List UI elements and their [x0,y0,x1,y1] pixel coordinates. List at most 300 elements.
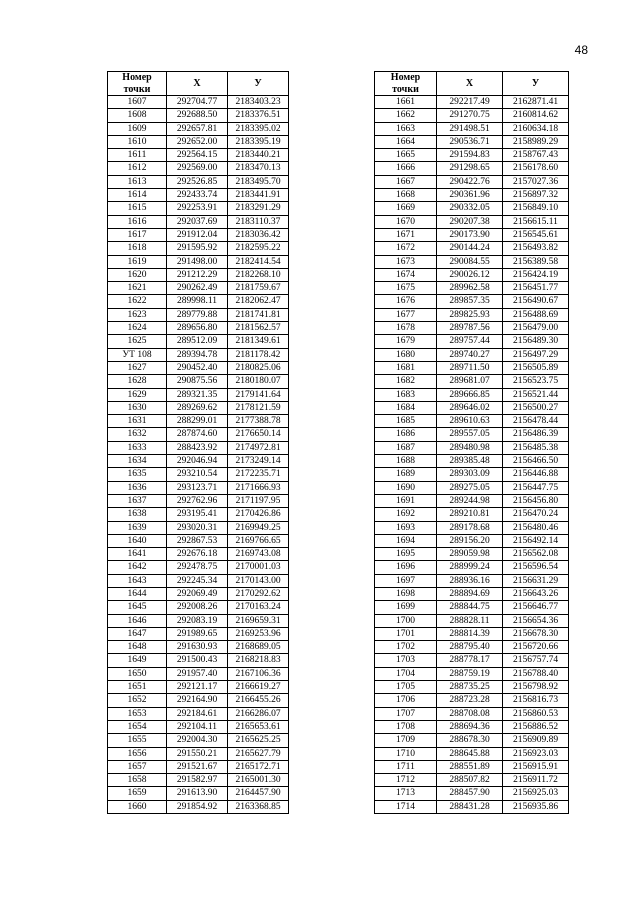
cell-point-number: 1713 [375,787,437,800]
table-row [108,534,289,547]
cell-y: 2156521.44 [503,388,569,401]
cell-point-number: 1620 [108,268,167,281]
cell-point-number: 1637 [108,494,167,507]
cell-x: 289711.50 [437,361,503,374]
cell-y: 2156479.00 [503,322,569,335]
cell-x: 288735.25 [437,681,503,694]
cell-y: 2156596.54 [503,561,569,574]
cell-y: 2171666.93 [228,481,289,494]
cell-y: 2156915.91 [503,760,569,773]
table-row [375,720,569,733]
header-y: У [503,72,569,96]
table-row [375,322,569,335]
header-point-number [375,72,437,96]
cell-point-number: 1656 [108,747,167,760]
cell-x: 289857.35 [437,295,503,308]
cell-point-number: 1698 [375,587,437,600]
cell-x: 292184.61 [167,707,228,720]
cell-x: 289275.05 [437,481,503,494]
cell-y: 2156492.14 [503,534,569,547]
cell-y: 2183395.02 [228,122,289,135]
cell-x: 291613.90 [167,787,228,800]
cell-x: 289321.35 [167,388,228,401]
cell-x: 292217.49 [437,96,503,109]
table-row [375,109,569,122]
cell-point-number: 1689 [375,468,437,481]
table-row [375,415,569,428]
table-row [375,508,569,521]
cell-x: 291594.83 [437,149,503,162]
cell-point-number: 1708 [375,720,437,733]
cell-y: 2156615.11 [503,215,569,228]
cell-y: 2169949.25 [228,521,289,534]
cell-x: 289244.98 [437,494,503,507]
cell-point-number: 1684 [375,401,437,414]
table-row [108,681,289,694]
table-row [375,787,569,800]
cell-y: 2160814.62 [503,109,569,122]
table-row [375,614,569,627]
cell-point-number: 1710 [375,747,437,760]
cell-y: 2156493.82 [503,242,569,255]
cell-y: 2180825.06 [228,361,289,374]
table-row [375,494,569,507]
cell-y: 2158767.43 [503,149,569,162]
cell-y: 2182268.10 [228,268,289,281]
cell-point-number: 1699 [375,601,437,614]
cell-y: 2156451.77 [503,282,569,295]
cell-point-number: 1676 [375,295,437,308]
cell-x: 289156.20 [437,534,503,547]
cell-y: 2156646.77 [503,601,569,614]
table-row [108,760,289,773]
cell-x: 289059.98 [437,548,503,561]
cell-point-number: 1662 [375,109,437,122]
table-row [108,641,289,654]
cell-y: 2165172.71 [228,760,289,773]
table-row [108,800,289,813]
table-row [375,627,569,640]
cell-x: 290173.90 [437,228,503,241]
cell-y: 2183403.23 [228,96,289,109]
cell-x: 289666.85 [437,388,503,401]
cell-x: 289656.80 [167,322,228,335]
table-row [375,361,569,374]
table-row [375,667,569,680]
cell-x: 289557.05 [437,428,503,441]
table-row [108,322,289,335]
cell-point-number: 1618 [108,242,167,255]
cell-y: 2156480.46 [503,521,569,534]
table-row [108,707,289,720]
cell-x: 288299.01 [167,415,228,428]
cell-x: 292657.81 [167,122,228,135]
cell-point-number: 1688 [375,455,437,468]
cell-point-number: 1611 [108,149,167,162]
cell-y: 2181759.67 [228,282,289,295]
cell-y: 2156470.24 [503,508,569,521]
cell-x: 289512.09 [167,335,228,348]
cell-point-number: 1714 [375,800,437,813]
header-x: X [167,72,228,96]
cell-x: 288936.16 [437,574,503,587]
table-row [375,800,569,813]
table-row [108,627,289,640]
cell-x: 291989.65 [167,627,228,640]
table-row [375,760,569,773]
table-row [375,601,569,614]
cell-point-number: 1707 [375,707,437,720]
cell-x: 293210.54 [167,468,228,481]
cell-y: 2181562.57 [228,322,289,335]
cell-point-number: 1671 [375,228,437,241]
table-row [108,388,289,401]
cell-point-number: 1617 [108,228,167,241]
cell-y: 2156923.03 [503,747,569,760]
cell-x: 290207.38 [437,215,503,228]
table-row [375,348,569,361]
cell-point-number: 1648 [108,641,167,654]
cell-y: 2156720.66 [503,641,569,654]
cell-x: 288894.69 [437,587,503,600]
table-row [108,654,289,667]
table-row [375,654,569,667]
cell-y: 2166619.27 [228,681,289,694]
cell-x: 288778.17 [437,654,503,667]
cell-point-number: 1697 [375,574,437,587]
cell-point-number: 1625 [108,335,167,348]
table-row [108,109,289,122]
table-row [108,401,289,414]
header-x: X [437,72,503,96]
cell-point-number: 1643 [108,574,167,587]
table-row [108,734,289,747]
cell-x: 290084.55 [437,255,503,268]
cell-x: 288678.30 [437,734,503,747]
cell-x: 292253.91 [167,202,228,215]
cell-y: 2181741.81 [228,308,289,321]
cell-y: 2156909.89 [503,734,569,747]
table-row [375,135,569,148]
cell-x: 289269.62 [167,401,228,414]
cell-x: 288844.75 [437,601,503,614]
cell-y: 2183395.19 [228,135,289,148]
cell-y: 2183495.70 [228,175,289,188]
cell-point-number: 1655 [108,734,167,747]
cell-x: 289178.68 [437,521,503,534]
cell-y: 2183376.51 [228,109,289,122]
cell-y: 2180180.07 [228,375,289,388]
cell-x: 291498.00 [167,255,228,268]
cell-point-number: 1619 [108,255,167,268]
cell-x: 289480.98 [437,441,503,454]
cell-y: 2163368.85 [228,800,289,813]
table-row [108,521,289,534]
cell-x: 289646.02 [437,401,503,414]
cell-x: 292037.69 [167,215,228,228]
cell-x: 291854.92 [167,800,228,813]
cell-y: 2182062.47 [228,295,289,308]
table-row [375,468,569,481]
cell-y: 2156631.29 [503,574,569,587]
cell-y: 2156447.75 [503,481,569,494]
table-row [108,468,289,481]
cell-point-number: 1632 [108,428,167,441]
cell-y: 2173249.14 [228,455,289,468]
cell-y: 2166455.26 [228,694,289,707]
cell-point-number: 1683 [375,388,437,401]
cell-x: 292762.96 [167,494,228,507]
cell-y: 2170426.86 [228,508,289,521]
cell-y: 2156505.89 [503,361,569,374]
cell-x: 288457.90 [437,787,503,800]
table-row [375,707,569,720]
cell-x: 288828.11 [437,614,503,627]
cell-point-number: 1706 [375,694,437,707]
cell-point-number: 1703 [375,654,437,667]
cell-x: 292704.77 [167,96,228,109]
cell-point-number: 1680 [375,348,437,361]
header-point-line1: Номер [122,72,152,83]
cell-y: 2165627.79 [228,747,289,760]
cell-point-number: 1705 [375,681,437,694]
cell-point-number: 1659 [108,787,167,800]
table-row [108,149,289,162]
table-row [108,561,289,574]
cell-point-number: 1644 [108,587,167,600]
cell-y: 2156562.08 [503,548,569,561]
cell-x: 292083.19 [167,614,228,627]
cell-x: 291957.40 [167,667,228,680]
cell-point-number: 1641 [108,548,167,561]
table-row [108,175,289,188]
cell-point-number: 1612 [108,162,167,175]
cell-point-number: 1682 [375,375,437,388]
header-point-line2: точки [123,83,151,95]
table-row [375,574,569,587]
cell-point-number: 1691 [375,494,437,507]
cell-y: 2156911.72 [503,774,569,787]
cell-point-number: 1674 [375,268,437,281]
cell-point-number: 1610 [108,135,167,148]
cell-point-number: 1690 [375,481,437,494]
table-row [108,574,289,587]
cell-point-number: 1622 [108,295,167,308]
cell-point-number: 1693 [375,521,437,534]
cell-x: 292121.17 [167,681,228,694]
cell-point-number: 1664 [375,135,437,148]
table-row [375,534,569,547]
cell-y: 2168218.83 [228,654,289,667]
cell-y: 2170292.62 [228,587,289,600]
table-row [375,694,569,707]
cell-x: 289779.88 [167,308,228,321]
table-row [108,720,289,733]
cell-x: 290875.56 [167,375,228,388]
cell-point-number: 1623 [108,308,167,321]
cell-point-number: 1677 [375,308,437,321]
table-row [108,667,289,680]
cell-x: 291550.21 [167,747,228,760]
table-row [375,122,569,135]
table-row [108,122,289,135]
cell-point-number: 1686 [375,428,437,441]
cell-x: 292676.18 [167,548,228,561]
table-row [108,375,289,388]
cell-point-number: 1631 [108,415,167,428]
table-row [108,308,289,321]
cell-y: 2170143.00 [228,574,289,587]
table-row [108,361,289,374]
table-row [375,255,569,268]
table-row [375,308,569,321]
cell-x: 288708.08 [437,707,503,720]
table-row [108,215,289,228]
cell-y: 2179141.64 [228,388,289,401]
cell-point-number: 1627 [108,361,167,374]
cell-y: 2156545.61 [503,228,569,241]
cell-y: 2156486.39 [503,428,569,441]
cell-point-number: 1711 [375,760,437,773]
table-row [375,162,569,175]
table-row [108,548,289,561]
cell-y: 2169253.96 [228,627,289,640]
cell-y: 2183036.42 [228,228,289,241]
cell-point-number: 1687 [375,441,437,454]
cell-x: 288423.92 [167,441,228,454]
cell-point-number: 1608 [108,109,167,122]
cell-x: 293020.31 [167,521,228,534]
cell-y: 2164457.90 [228,787,289,800]
cell-y: 2165653.61 [228,720,289,733]
cell-point-number: 1650 [108,667,167,680]
cell-point-number: 1651 [108,681,167,694]
cell-point-number: 1621 [108,282,167,295]
cell-y: 2156178.60 [503,162,569,175]
cell-x: 292433.74 [167,189,228,202]
cell-point-number: 1654 [108,720,167,733]
cell-x: 289962.58 [437,282,503,295]
cell-x: 290422.76 [437,175,503,188]
cell-x: 292104.11 [167,720,228,733]
cell-x: 292564.15 [167,149,228,162]
cell-y: 2183291.29 [228,202,289,215]
table-row [108,587,289,600]
table-header-row [108,72,289,96]
cell-y: 2177388.78 [228,415,289,428]
table-row [375,96,569,109]
cell-x: 288431.28 [437,800,503,813]
cell-x: 291595.92 [167,242,228,255]
cell-y: 2160634.18 [503,122,569,135]
cell-x: 292008.26 [167,601,228,614]
cell-point-number: 1692 [375,508,437,521]
cell-x: 288814.39 [437,627,503,640]
cell-x: 292867.53 [167,534,228,547]
cell-y: 2162871.41 [503,96,569,109]
cell-point-number: 1672 [375,242,437,255]
cell-y: 2181178.42 [228,348,289,361]
cell-point-number: 1678 [375,322,437,335]
table-row [375,228,569,241]
cell-point-number: 1685 [375,415,437,428]
table-row [108,614,289,627]
cell-x: 292652.00 [167,135,228,148]
header-point-number [108,72,167,96]
cell-y: 2156485.38 [503,441,569,454]
cell-y: 2172235.71 [228,468,289,481]
table-row [108,508,289,521]
cell-y: 2183441.91 [228,189,289,202]
cell-point-number: 1661 [375,96,437,109]
table-row [108,348,289,361]
table-row [108,282,289,295]
table-row [108,441,289,454]
table-row [375,242,569,255]
table-row [108,135,289,148]
cell-x: 289610.63 [437,415,503,428]
table-row [375,641,569,654]
cell-x: 289210.81 [437,508,503,521]
cell-x: 291630.93 [167,641,228,654]
table-row [375,282,569,295]
cell-point-number: 1675 [375,282,437,295]
cell-x: 290536.71 [437,135,503,148]
table-row [108,787,289,800]
table-row [375,388,569,401]
cell-y: 2156816.73 [503,694,569,707]
table-row [108,694,289,707]
table-row [108,268,289,281]
table-row [108,774,289,787]
cell-point-number: 1712 [375,774,437,787]
cell-point-number: 1634 [108,455,167,468]
cell-x: 292245.34 [167,574,228,587]
cell-x: 290144.24 [437,242,503,255]
cell-y: 2156446.88 [503,468,569,481]
cell-x: 288999.24 [437,561,503,574]
cell-x: 291912.04 [167,228,228,241]
cell-y: 2183110.37 [228,215,289,228]
cell-y: 2178121.59 [228,401,289,414]
cell-x: 292688.50 [167,109,228,122]
cell-y: 2170163.24 [228,601,289,614]
cell-point-number: 1709 [375,734,437,747]
cell-point-number: УТ 108 [108,348,167,361]
cell-x: 288645.88 [437,747,503,760]
cell-y: 2157027.36 [503,175,569,188]
cell-point-number: 1652 [108,694,167,707]
cell-x: 292004.30 [167,734,228,747]
cell-point-number: 1695 [375,548,437,561]
cell-x: 288507.82 [437,774,503,787]
table-row [375,441,569,454]
cell-y: 2168689.05 [228,641,289,654]
cell-x: 288551.89 [437,760,503,773]
cell-y: 2156424.19 [503,268,569,281]
cell-point-number: 1636 [108,481,167,494]
table-row [375,561,569,574]
cell-point-number: 1614 [108,189,167,202]
cell-x: 290332.05 [437,202,503,215]
cell-x: 293195.41 [167,508,228,521]
cell-y: 2156500.27 [503,401,569,414]
cell-point-number: 1645 [108,601,167,614]
cell-y: 2171197.95 [228,494,289,507]
cell-y: 2166286.07 [228,707,289,720]
cell-y: 2182414.54 [228,255,289,268]
cell-point-number: 1616 [108,215,167,228]
